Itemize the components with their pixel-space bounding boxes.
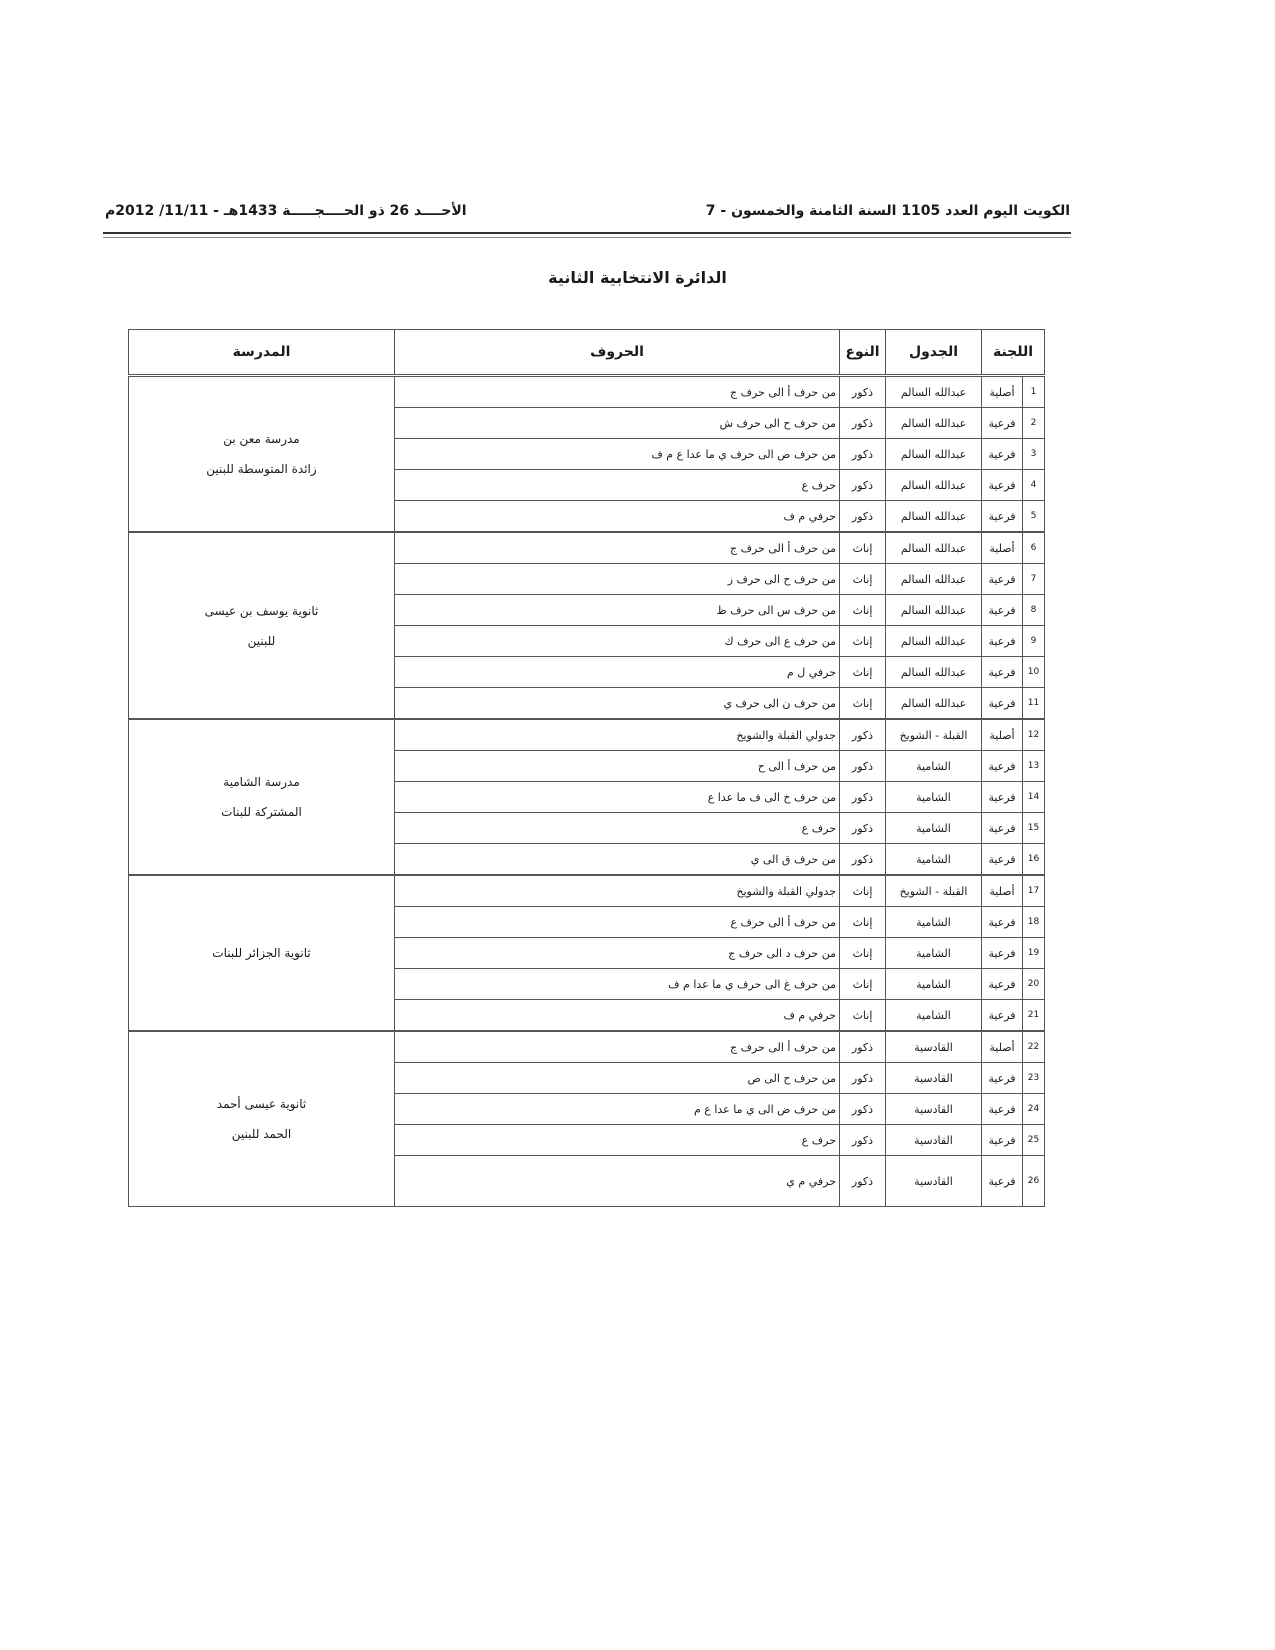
committee-cell: فرعية	[982, 1156, 1023, 1207]
letters-cell: جدولي القبلة والشويخ	[395, 719, 840, 751]
table-cell: الشامية	[886, 969, 982, 1000]
committee-cell: فرعية	[982, 938, 1023, 969]
table-cell: الشامية	[886, 782, 982, 813]
school-cell	[129, 532, 395, 719]
letters-cell: حرفي م ي	[395, 1156, 840, 1207]
table-cell: القادسية	[886, 1156, 982, 1207]
letters-cell: من حرف خ الى ف ما عدا ع	[395, 782, 840, 813]
row-number: 19	[1023, 938, 1045, 969]
letters-cell: من حرف ع الى حرف ك	[395, 626, 840, 657]
header-date: الأحــــد 26 ذو الحــــجـــــة 1433هـ - 11/11/ 2012م	[105, 203, 467, 219]
type-cell: إناث	[840, 626, 886, 657]
type-cell: ذكور	[840, 1063, 886, 1094]
table-body	[129, 376, 1045, 1207]
committee-cell: فرعية	[982, 1125, 1023, 1156]
table-cell: القادسية	[886, 1125, 982, 1156]
letters-cell: حرفي ل م	[395, 657, 840, 688]
committee-cell: أصلية	[982, 719, 1023, 751]
committee-cell: فرعية	[982, 595, 1023, 626]
school-name-line2: المشتركة للبنات	[221, 805, 302, 819]
row-number: 2	[1023, 408, 1045, 439]
type-cell: إناث	[840, 907, 886, 938]
table-cell: الشامية	[886, 751, 982, 782]
table-cell: الشامية	[886, 907, 982, 938]
committee-cell: فرعية	[982, 1094, 1023, 1125]
table-cell: عبدالله السالم	[886, 626, 982, 657]
school-name-line2: الحمد للبنين	[231, 1127, 292, 1141]
type-cell: إناث	[840, 938, 886, 969]
committee-cell: فرعية	[982, 657, 1023, 688]
table-row	[129, 1031, 1045, 1063]
type-cell: إناث	[840, 969, 886, 1000]
table-cell: عبدالله السالم	[886, 376, 982, 408]
committees-table	[128, 329, 1045, 1207]
table-cell: عبدالله السالم	[886, 564, 982, 595]
row-number: 22	[1023, 1031, 1045, 1063]
type-cell: ذكور	[840, 439, 886, 470]
committee-cell: أصلية	[982, 532, 1023, 564]
school-name-line1: مدرسة معن بن	[223, 432, 300, 446]
row-number: 23	[1023, 1063, 1045, 1094]
letters-cell: من حرف أ الى حرف ج	[395, 1031, 840, 1063]
table-row	[129, 875, 1045, 907]
row-number: 1	[1023, 376, 1045, 408]
header-table: الجدول	[886, 330, 982, 376]
table-row	[129, 719, 1045, 751]
letters-cell: من حرف س الى حرف ظ	[395, 595, 840, 626]
type-cell: إناث	[840, 657, 886, 688]
row-number: 14	[1023, 782, 1045, 813]
committee-cell: أصلية	[982, 1031, 1023, 1063]
letters-cell: من حرف ن الى حرف ي	[395, 688, 840, 720]
type-cell: ذكور	[840, 501, 886, 533]
committee-cell: أصلية	[982, 376, 1023, 408]
letters-cell: جدولي القبلة والشويخ	[395, 875, 840, 907]
type-cell: ذكور	[840, 470, 886, 501]
row-number: 12	[1023, 719, 1045, 751]
letters-cell: من حرف ح الى حرف ش	[395, 408, 840, 439]
letters-cell: حرف ع	[395, 470, 840, 501]
school-cell	[129, 1031, 395, 1207]
table-cell: عبدالله السالم	[886, 532, 982, 564]
committee-cell: فرعية	[982, 751, 1023, 782]
school-name-line2: للبنين	[247, 633, 276, 648]
row-number: 16	[1023, 844, 1045, 876]
letters-cell: من حرف أ الى حرف ج	[395, 532, 840, 564]
letters-cell: من حرف ح الى ص	[395, 1063, 840, 1094]
type-cell: ذكور	[840, 1156, 886, 1207]
committee-cell: فرعية	[982, 439, 1023, 470]
school-name-line1: ثانوية الجزائر للبنات	[212, 946, 311, 960]
table-cell: الشامية	[886, 813, 982, 844]
table-row	[129, 376, 1045, 408]
school-name-line1: ثانوية عيسى أحمد	[216, 1097, 307, 1111]
row-number: 21	[1023, 1000, 1045, 1032]
letters-cell: حرف ع	[395, 1125, 840, 1156]
letters-cell: من حرف ح الى حرف ز	[395, 564, 840, 595]
table-cell: القادسية	[886, 1031, 982, 1063]
committee-cell: فرعية	[982, 626, 1023, 657]
row-number: 20	[1023, 969, 1045, 1000]
header-type: النوع	[840, 330, 886, 376]
type-cell: إناث	[840, 564, 886, 595]
letters-cell: حرف ع	[395, 813, 840, 844]
school-cell	[129, 376, 395, 533]
row-number: 15	[1023, 813, 1045, 844]
school-name-line2: زائدة المتوسطة للبنين	[206, 462, 317, 476]
table-cell: عبدالله السالم	[886, 657, 982, 688]
row-number: 9	[1023, 626, 1045, 657]
type-cell: ذكور	[840, 844, 886, 876]
letters-cell: من حرف أ الى حرف ج	[395, 376, 840, 408]
type-cell: إناث	[840, 595, 886, 626]
letters-cell: من حرف ض الى ي ما عدا ع م	[395, 1094, 840, 1125]
row-number: 25	[1023, 1125, 1045, 1156]
type-cell: ذكور	[840, 1125, 886, 1156]
table-cell: عبدالله السالم	[886, 595, 982, 626]
header-school: المدرسة	[129, 330, 395, 376]
header-rule-thin	[103, 237, 1071, 238]
table-cell: عبدالله السالم	[886, 688, 982, 720]
table-cell: عبدالله السالم	[886, 408, 982, 439]
letters-cell: من حرف ص الى حرف ي ما عدا ع م ف	[395, 439, 840, 470]
type-cell: ذكور	[840, 751, 886, 782]
table-cell: القادسية	[886, 1094, 982, 1125]
committee-cell: فرعية	[982, 501, 1023, 533]
row-number: 11	[1023, 688, 1045, 720]
committee-cell: فرعية	[982, 907, 1023, 938]
letters-cell: من حرف ق الى ي	[395, 844, 840, 876]
row-number: 26	[1023, 1156, 1045, 1207]
letters-cell: من حرف أ الى ح	[395, 751, 840, 782]
row-number: 18	[1023, 907, 1045, 938]
table-header-row	[129, 330, 1045, 376]
committee-cell: فرعية	[982, 1000, 1023, 1032]
table-cell: الشامية	[886, 938, 982, 969]
row-number: 5	[1023, 501, 1045, 533]
type-cell: إناث	[840, 532, 886, 564]
row-number: 10	[1023, 657, 1045, 688]
school-name-line1: ثانوية يوسف بن عيسى	[204, 603, 319, 618]
table-cell: عبدالله السالم	[886, 470, 982, 501]
committee-cell: فرعية	[982, 564, 1023, 595]
committee-cell: فرعية	[982, 782, 1023, 813]
row-number: 8	[1023, 595, 1045, 626]
type-cell: إناث	[840, 875, 886, 907]
header-committee: اللجنة	[982, 330, 1045, 376]
school-cell	[129, 875, 395, 1031]
header-publication: الكويت اليوم العدد 1105 السنة الثامنة والخمسون - 7	[705, 203, 1070, 219]
row-number: 3	[1023, 439, 1045, 470]
letters-cell: من حرف غ الى حرف ي ما عدا م ف	[395, 969, 840, 1000]
type-cell: إناث	[840, 688, 886, 720]
header-rule	[103, 232, 1071, 234]
table-cell: الشامية	[886, 844, 982, 876]
table-cell: القبلة - الشويخ	[886, 719, 982, 751]
row-number: 6	[1023, 532, 1045, 564]
type-cell: ذكور	[840, 408, 886, 439]
school-cell	[129, 719, 395, 875]
table-cell: القادسية	[886, 1063, 982, 1094]
committee-cell: أصلية	[982, 875, 1023, 907]
letters-cell: من حرف أ الى حرف ع	[395, 907, 840, 938]
committee-cell: فرعية	[982, 844, 1023, 876]
table-cell: الشامية	[886, 1000, 982, 1032]
row-number: 7	[1023, 564, 1045, 595]
committee-cell: فرعية	[982, 969, 1023, 1000]
table-cell: القبلة - الشويخ	[886, 875, 982, 907]
letters-cell: حرفي م ف	[395, 1000, 840, 1032]
letters-cell: حرفي م ف	[395, 501, 840, 533]
row-number: 24	[1023, 1094, 1045, 1125]
type-cell: إناث	[840, 1000, 886, 1032]
type-cell: ذكور	[840, 813, 886, 844]
type-cell: ذكور	[840, 376, 886, 408]
committee-cell: فرعية	[982, 813, 1023, 844]
row-number: 17	[1023, 875, 1045, 907]
type-cell: ذكور	[840, 719, 886, 751]
school-name-line1: مدرسة الشامية	[223, 775, 300, 789]
header-letters: الحروف	[395, 330, 840, 376]
page-title: الدائرة الانتخابية الثانية	[548, 268, 727, 287]
type-cell: ذكور	[840, 1031, 886, 1063]
type-cell: ذكور	[840, 782, 886, 813]
page-header	[105, 203, 1070, 227]
committee-cell: فرعية	[982, 688, 1023, 720]
table-cell: عبدالله السالم	[886, 501, 982, 533]
row-number: 13	[1023, 751, 1045, 782]
letters-cell: من حرف د الى حرف ج	[395, 938, 840, 969]
committee-cell: فرعية	[982, 408, 1023, 439]
committee-cell: فرعية	[982, 470, 1023, 501]
type-cell: ذكور	[840, 1094, 886, 1125]
row-number: 4	[1023, 470, 1045, 501]
committee-cell: فرعية	[982, 1063, 1023, 1094]
table-row	[129, 532, 1045, 564]
table-cell: عبدالله السالم	[886, 439, 982, 470]
